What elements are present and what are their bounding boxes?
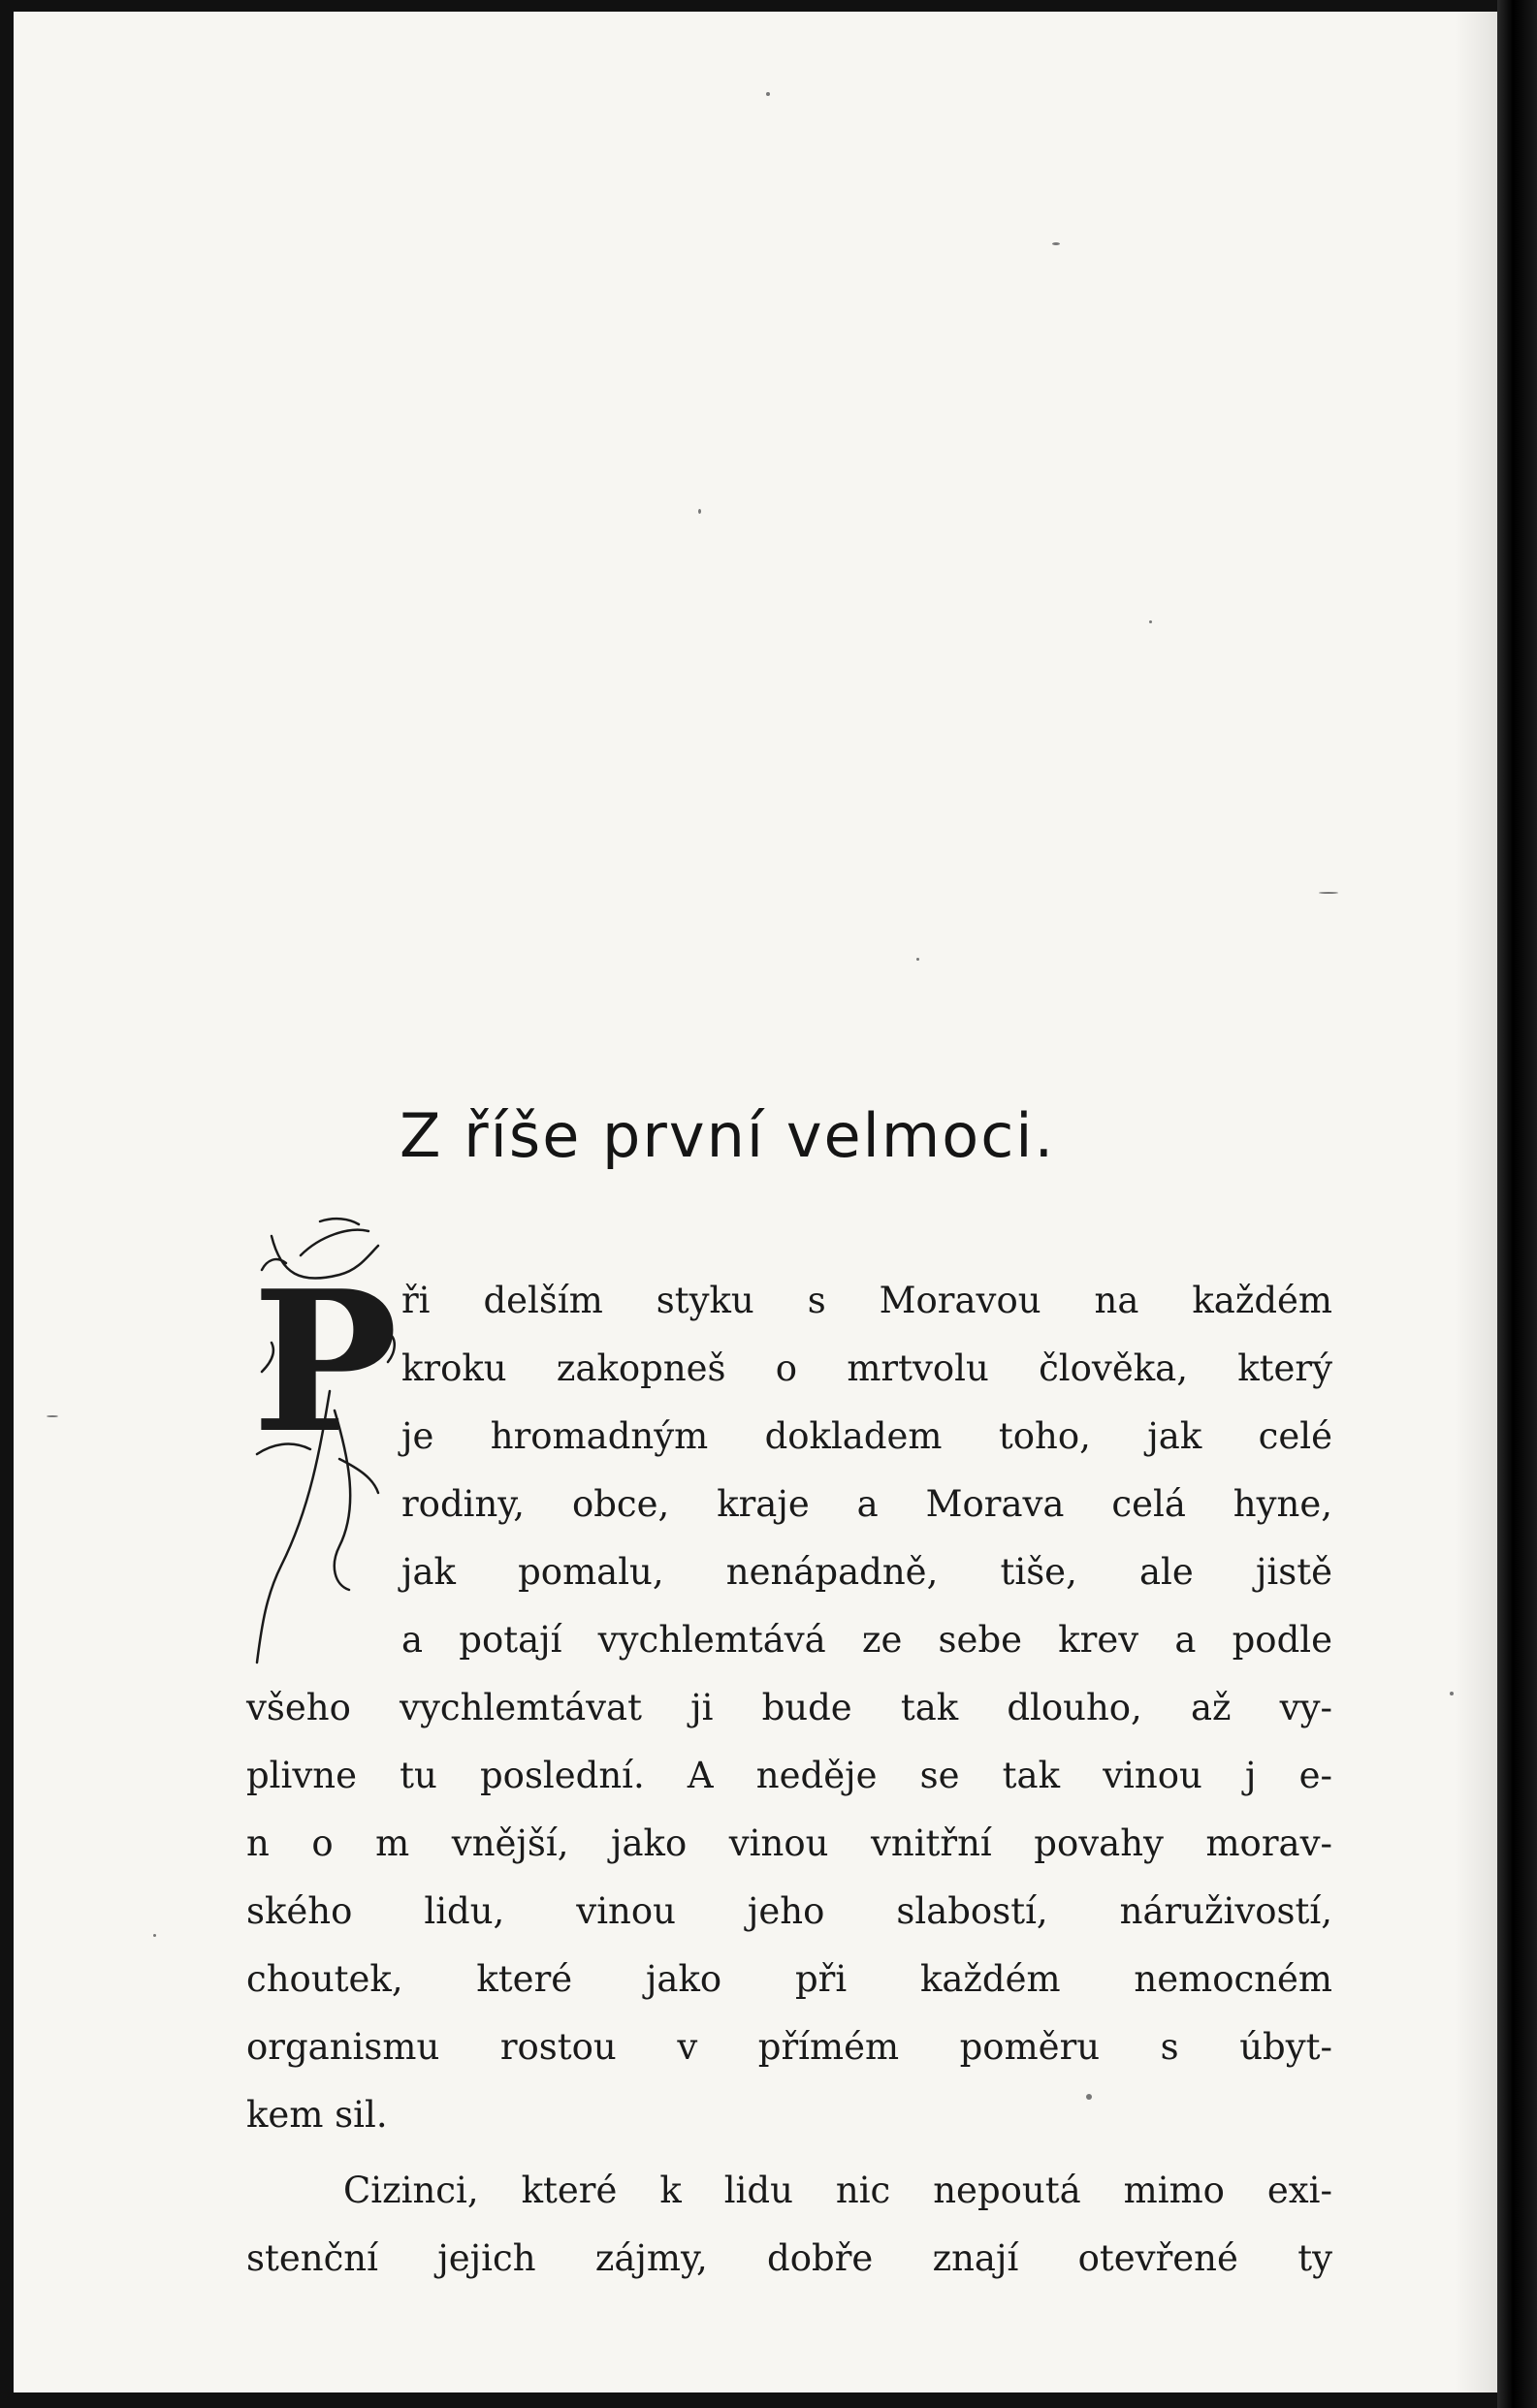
drop-cap-letter: P — [252, 1249, 399, 1476]
text-line: ského lidu, vinou jeho slabostí, náruživostí, — [246, 1890, 1332, 1932]
text-line: choutek, které jako při každém nemocném — [246, 1958, 1332, 2000]
text-line: ři delším styku s Moravou na každém — [401, 1280, 1332, 1321]
text-line: jak pomalu, nenápadně, tiše, ale jistě — [401, 1551, 1332, 1593]
text-line: rodiny, obce, kraje a Morava celá hyne, — [401, 1483, 1332, 1525]
text-line: Cizinci, které k lidu nic nepoutá mimo exi- — [343, 2170, 1332, 2211]
text-line: plivne tu poslední. A neděje se tak vinou j e- — [246, 1755, 1332, 1796]
paper-speck — [153, 1934, 156, 1937]
paper-speck — [1149, 620, 1152, 623]
text-line: všeho vychlemtávat ji bude tak dlouho, až vy- — [246, 1687, 1332, 1728]
text-line: kem sil. — [246, 2094, 388, 2136]
text-line: organismu rostou v přímém poměru s úbyt- — [246, 2026, 1332, 2068]
text-line: kroku zakopneš o mrtvolu člověka, který — [401, 1347, 1332, 1389]
paper-speck — [916, 958, 919, 961]
text-line: n o m vnější, jako vinou vnitřní povahy morav- — [246, 1822, 1332, 1864]
paper-speck — [1450, 1692, 1454, 1695]
text-line: a potají vychlemtává ze sebe krev a podle — [401, 1619, 1332, 1661]
text-line: je hromadným dokladem toho, jak celé — [401, 1415, 1332, 1457]
text-line: stenční jejich zájmy, dobře znají otevřené ty — [246, 2237, 1332, 2279]
paper-speck — [698, 509, 701, 514]
paper-speck — [1052, 242, 1060, 245]
paper-speck — [47, 1415, 58, 1417]
paper-speck — [766, 92, 770, 96]
book-spine-edge — [1497, 0, 1537, 2408]
ornamental-initial-p — [242, 1217, 407, 1672]
page-edge-shadow — [1455, 12, 1497, 2392]
chapter-title: Z říše první velmoci. — [400, 1100, 1056, 1171]
paper-speck — [1319, 892, 1338, 894]
